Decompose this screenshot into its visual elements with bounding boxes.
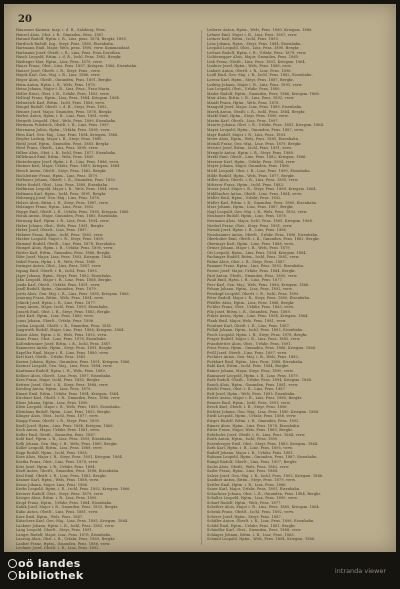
- directory-entry: Hermann Friedrich, Obstlt. i. R., Linz, Pens. 1887.: [16, 123, 111, 128]
- directory-entry: Kapeller Emil, Major i. R., Linz, Pens. 1880, verw.: [16, 350, 110, 355]
- directory-entry: Kuhn Anton, Obstlt., Linz, Pens. 1881, verw.: [16, 509, 99, 514]
- directory-entry: Neubauer Rudolf, Hptm., Linz, Pens. 1878.: [207, 214, 288, 219]
- directory-entry: Pirker Anton, Hptm., Linz, Pens. 1894, Kriegsm. 1864.: [207, 314, 309, 319]
- directory-entry: Parzer Josef, Major, Urfahr, Pens. 1884, Bergkr.: [207, 268, 296, 273]
- directory-entry: Pilz Josef, Rittm. i. R., Gmunden, Pens. 1889.: [207, 309, 292, 314]
- directory-entry: Mader Rudolf, Hptm., Gmunden, Pens. 1886, Kriegsm. 1866.: [207, 91, 321, 96]
- directory-entry: Lorenz Karl, Hptm., Steyr, Pens. 1887, Bergkr.: [207, 78, 294, 83]
- directory-entry: Paul Anton, Obstlt., Gmunden, Pens. 1890, verw.: [207, 273, 298, 278]
- directory-entry: Heyder Ludwig, Major i. R., Steyr, Pens. 1880.: [16, 137, 103, 142]
- directory-entry: Hintner Karl, Major, Urfahr, Pens. 1889, Kriegsm. 1864.: [16, 164, 121, 169]
- directory-entry: Pröll Josef, Oberlt., Linz, Pens. 1897, verw.: [207, 350, 288, 355]
- directory-entry: Hummel Rudolf, Obstlt., Linz, Pens. 1878, Eisenbahn.: [16, 241, 117, 246]
- directory-entry: Kiesling Anton, Hptm., Linz, Pens. 1879.: [16, 387, 92, 392]
- directory-entry: Jordan Leopold, Obstlt. i. R., Gmunden, Pens. 1881.: [16, 323, 113, 328]
- directory-entry: Hergeth Leopold, Obst., Wels, Pens. 1899, Eisenbahn.: [16, 118, 117, 123]
- directory-entry: Rieger Rudolf, Rittm. i. R., Gmunden, Pens. 1892.: [207, 419, 300, 424]
- directory-entry: Hauser Josef, Oberlt. i. R., Steyr, Pens., verw.: [16, 68, 101, 73]
- directory-entry: Messner Karl, Hptm., Urfahr, Pens. 1894, verw.: [207, 159, 296, 164]
- directory-entry: Kettner Josef, Obst. i. R., Steyr, Pens. 1888, verw.: [16, 382, 109, 387]
- library-logo[interactable]: [8, 558, 98, 586]
- directory-entry: Reichl Franz, Obst. i. R., Linz, Pens. 1887.: [207, 387, 287, 392]
- directory-entry: Nussbaumer Anton, Oberlt., Urfahr, Pens. 1896, Eisenbahn.: [207, 232, 319, 237]
- directory-entry: Kolb Johann, Gen.-Maj. i. R., Wels, Pens. 1880, Bergkr.: [16, 441, 118, 446]
- directory-entry: Obermayr Karl, Hptm., Linz, Pens. 1888, verw.: [207, 241, 295, 246]
- directory-entry: Hofmann Karl, Hptm., Ischl, Pens. 1891, Bergkr.: [16, 191, 107, 196]
- directory-entry: Huber Josef, Oberlt., Linz, Pens. 1897.: [16, 228, 88, 233]
- directory-entry: Lederer Anton, Hptm., Wels, Pens. 1880, Kriegsm. 1866.: [207, 28, 313, 32]
- directory-entry: Meindl Franz, Gen.-Maj., Linz, Pens. 1879, Bergkr.: [207, 141, 302, 146]
- directory-entry: Kraft Anton, Oberlt., Gmunden, Pens. 1896, Eisenbahn.: [16, 469, 120, 474]
- directory-entry: Rohrhofer Josef, Obstlt. i. R., Linz, Pens. 1884, verw.: [207, 432, 306, 437]
- directory-entry: Koller Leopold, Rittm., Linz, Pens. 1889, verw.: [16, 446, 103, 451]
- directory-entry: Leopold Leopold, Obst., Linz, Pens. 1890, Bergkr.: [207, 46, 300, 51]
- directory-entry: Lindner Josef, Hptm., Wels, Pens. 1888, verw.: [207, 64, 293, 69]
- directory-entry: Kaltenbrunner Josef, Rittm. i. R., Ischl, Pens. 1887.: [16, 341, 112, 346]
- directory-entry: Mandl Franz, Hptm., Wels, Pens. 1878.: [207, 100, 280, 105]
- directory-entry: Schmid Leopold, Hptm., Wels, Pens. 1894, Kriegsm. 1866.: [207, 537, 316, 542]
- directory-entry: Harand Rudolf, Hptm. i. R., Linz, pens. 1874, Bergkr. 1895.: [16, 37, 128, 42]
- directory-entry: Mengele Anton, Hptm. i. R., Steyr, Pens. 1888.: [207, 150, 295, 155]
- viewer-footer: [0, 552, 400, 589]
- directory-entry: Karner Johann, Hptm., Gmunden, Pens. 1891, Kriegsm. 1866.: [16, 359, 131, 364]
- directory-entry: Ludwig Johann, Major i. R., Linz, Pens. 1893, verw.: [207, 82, 303, 87]
- directory-entry: Horak Anton, Major, Gmunden, Pens. 1885, Eisenbahn.: [16, 214, 119, 219]
- directory-entry: Hauer Franz, Obst., Linz, Pens. 1897, Kriegsm. 1866, Eisenbahn.: [16, 64, 138, 69]
- directory-entry: Niederl Franz, Obst., Steyr, Pens. 1891, verw.: [207, 223, 293, 228]
- directory-entry: Hartmann Emil, Major, Wels, pens. 1890, verw. Kommandant.: [16, 46, 131, 51]
- directory-entry: Jelinek Josef, Hptm. i. R., Linz, Pens. 1877.: [16, 300, 97, 305]
- directory-entry: Karl Karl, Obstlt., Urfahr, Pens. 1885.: [16, 355, 87, 360]
- directory-entry: Lux Leopold, Obst., Urfahr, Pens. 1880.: [207, 87, 281, 92]
- directory-entry: Pointner Karl, Obstlt. i. R., Linz, Pens. 1887.: [207, 323, 291, 328]
- directory-entry: Pammer Franz, Hptm., Linz, Pens. 1893, Eisenbahn.: [207, 264, 305, 269]
- directory-entry: Meister Josef, Rittm., Ischl, Pens. 1891, verw.: [207, 146, 293, 151]
- directory-entry: Palme Alois, Obst. i. R., Steyr, Pens. 1887.: [207, 259, 286, 264]
- directory-entry: Puchner Anton, Gen.-Maj. i. R., Wels, Pens. 1882.: [207, 355, 300, 360]
- directory-entry: Rath Rudolf, Obstlt., Urfahr, Pens. 1894, Kriegsm. 1864.: [207, 378, 313, 383]
- directory-entry: Haslinger Max, Hptm., Linz, Pens. 1879, verw.: [16, 59, 103, 64]
- directory-entry: Neumann Alois, Major, Ischl, Pens. 1885, Kriegsm. 1866.: [207, 218, 314, 223]
- directory-entry: Imhof Franz, Hptm. i. R., Wels, Pens. 1880.: [16, 259, 97, 264]
- directory-entry: Scherer Josef, Hptm., Steyr, Pens. 1887.: [207, 514, 283, 519]
- directory-entry: Krebs Leopold, Hptm. i. R., Ischl, Pens. 1892, Kriegsm. 1866.: [16, 487, 131, 492]
- directory-entry: Jandl Rudolf, Hptm., Gmunden, Pens. 1879.: [16, 287, 98, 292]
- directory-entry: Roth Karl, Hptm. i. R., Linz, Pens. 1895, verw.: [207, 446, 294, 451]
- directory-entry: Lettner Rudolf, Hptm. i. R., Urfahr, Pens. 1879, verw.: [207, 50, 307, 55]
- directory-entry: Klaus Johann, Hptm., Linz, Pens. 1890.: [16, 400, 89, 405]
- directory-entry: Pauli Emil, Hptm. i. R., Linz, Pens. 1877.: [207, 278, 284, 283]
- directory-entry: Resch Karl, Oberlt. i. R., Steyr, Pens. 1896.: [207, 405, 288, 410]
- directory-entry: Kraus Johann, Major, Linz, Pens. 1886.: [16, 482, 89, 487]
- left-column: [16, 28, 196, 551]
- directory-entry: Kotz Josef, Hptm. i. R., Urfahr, Pens. 1894.: [16, 464, 96, 469]
- directory-entry: Heller Ernst, Obst. i. R., Urfahr, Pens. 1893, verw.: [16, 91, 110, 96]
- directory-entry: Ramsauer Leopold, Hptm. i. R., Linz, Pens. 1879.: [207, 373, 299, 378]
- directory-entry: Loidl Emil, Gen.-Maj. i. R., Ischl, Pens. 1882, Eisenbahn.: [207, 73, 313, 78]
- directory-entry: Janda Karl, Obstlt., Urfahr, Pens. 1891, verw.: [16, 282, 101, 287]
- directory-entry: Kreuzer Rudolf, Obst., Steyr, Pens. 1879, verw.: [16, 491, 104, 496]
- directory-entry: Sailer Franz, Hptm., Linz, Pens. 1888.: [207, 469, 279, 474]
- directory-entry: Korn Alois, Major i. R., Steyr, Pens. 1891, Kriegsm. 1864.: [16, 455, 124, 460]
- directory-entry: Marek Anton, Obstlt. i. R., Ischl, Pens. 1884, Bergkr.: [207, 109, 306, 114]
- directory-entry: Mangold Josef, Major, Linz, Pens. 1889, Eisenbahn.: [207, 105, 303, 110]
- directory-entry: Jobst Karl, Hptm., Linz, Pens. 1889, verw.: [16, 314, 94, 319]
- directory-entry: Schindler Karl, Obst., Gmunden, Pens. 1888, verw.: [207, 528, 302, 533]
- directory-entry: Klein Leopold, Major i. R., Wels, Pens. 1883, Eisenbahn.: [16, 405, 121, 410]
- directory-entry: Jonas Johann, Oberlt., Urfahr, Pens. 1896.: [16, 319, 95, 323]
- directory-entry: Kral Emil, Obstlt. i. R., Linz, Pens. 1882, Bergkr.: [16, 473, 107, 478]
- directory-entry: Pichler Franz, Obst., Urfahr, Pens. 1883, verw.: [207, 305, 295, 310]
- directory-entry: Leitner Karl, Rittm., Ischl, Pens. 1893.: [207, 37, 280, 42]
- directory-entry: Pfeiffer Alois, Hptm., Linz, Pens. 1888, Bergkr.: [207, 300, 295, 305]
- directory-entry: Irgang Emil, Oberlt. i. R., Ischl, Pens. 1895.: [16, 268, 99, 273]
- directory-entry: Posch Leopold, Hptm. i. R., Steyr, Pens. 1878, Bergkr.: [207, 332, 308, 337]
- directory-entry: Hubmer Franz, Hptm., Ischl, Pens. 1883, verw.: [16, 232, 104, 237]
- directory-entry: Hengel Rudolf, Oberlt. i. d. R., Steyr, Pens. 1892.: [16, 105, 108, 110]
- directory-entry: Peham Johann, Hptm., Linz, Pens. 1892, verw.: [207, 287, 293, 292]
- directory-entry: Milde Rudolf, Hptm., Wels, Pens. 1877, Bergkr.: [207, 173, 295, 178]
- directory-entry: Knapp Franz, Oberlt. i. R., Steyr, Pens. 1895.: [16, 419, 101, 424]
- directory-entry: Sauer Karl, Major, Urfahr, Pens. 1891, Eisenbahn.: [207, 487, 301, 492]
- directory-entry: Peter Rudolf, Major i. R., Steyr, Pens. 1880, Eisenbahn.: [207, 296, 311, 301]
- directory-entry: Kaiser Alois, Hptm. i. R., Wels, Pens. 1892, verw.: [16, 332, 108, 337]
- directory-entry: Oberhuber Emil, Obstlt. i. R., Gmunden, Pens. 1882, Bergkr.: [207, 237, 320, 242]
- ring-icon: [8, 559, 17, 568]
- directory-entry: Hoffmann Leopold, Major i. R., Wels, Pens. 1884, verw.: [16, 187, 119, 192]
- directory-entry: Hoppe Emil, Obstlt. i. R., Urfahr, Pens. 1880, Kriegsm. 1866.: [16, 209, 130, 214]
- directory-entry: Lechner Josef, Obstlt. i. R., Linz, Pens. 1892.: [16, 546, 100, 551]
- directory-entry: Moser Josef, Major i. R., Steyr, Pens. 1889, Kriegsm. 1864.: [207, 187, 317, 192]
- directory-entry: Heim Anton, Hptm. i. R., Wels, Pens. 1878.: [16, 82, 97, 87]
- directory-entry: Ritter Franz, Major, Wels, Pens. 1889, Bergkr.: [207, 428, 293, 433]
- directory-entry: Scheiber Alois, Major i. R., Linz, Pens. 1885, Kriegsm. 1864.: [207, 505, 321, 510]
- directory-entry: Riedl Leopold, Hptm., Urfahr, Pens. 1886, verw.: [207, 414, 297, 419]
- logo-text-top: oö landes: [18, 557, 81, 570]
- directory-entry: Kubik Josef, Major i. R., Gmunden, Pens. 1893, Bergkr.: [16, 505, 119, 510]
- directory-entry: Hinterberger Josef, Hptm. i. R., Linz, Pens. 1886, verw.: [16, 159, 120, 164]
- directory-entry: Prandstetter Alois, Obst., Urfahr, Pens. 1891.: [207, 341, 292, 346]
- directory-entry: Michl Leopold, Obst. i. R., Linz, Pens. 1890, Eisenbahn.: [207, 168, 311, 173]
- directory-entry: Hardtsch Rudolf, Ing., Steyr, Pens. 1880, Eisenbahn.: [16, 41, 115, 46]
- directory-entry: Hornung Karl, Hptm. i. R., Linz, Pens. 1894, verw.: [16, 218, 110, 223]
- directory-entry: Koch Anton, Major, Urfahr, Pens. 1881, verw.: [16, 428, 101, 433]
- directory-entry: Holzer Alois, Rittm. i. R., Steyr, Pens. 1887, verw.: [16, 200, 109, 205]
- directory-entry: Hofer Rudolf, Obst., Linz, Pens. 1888, Eisenbahn.: [16, 182, 109, 187]
- directory-entry: Scharf Rudolf, Hptm., Wels, Pens. 1877.: [207, 500, 282, 505]
- directory-entry: Reiter Anton, Major i. R., Linz, Pens. 1885, Bergkr.: [207, 396, 303, 401]
- directory-entry: Kinast Emil, Rittm., Urfahr, Pens. 1894, Kriegsm. 1864.: [16, 391, 120, 396]
- directory-entry: Rosenberger Emil, Obst., Steyr, Pens. 1883, Kriegsm. 1864.: [207, 441, 319, 446]
- directory-entry: Jauernig Franz, Rittm., Wels, Pens. 1894, verw.: [16, 296, 105, 301]
- directory-entry: Hierl Franz, Oberlt., Linz, Pens. 1890, verw.: [16, 146, 99, 151]
- directory-entry: Rudolf Johann, Major i. R., Urfahr, Pens. 1881.: [207, 450, 295, 455]
- directory-entry: Meyer Johann, Major, Gmunden, Pens. 1886.: [207, 164, 291, 169]
- directory-entry: Schachner Johann, Obst. i. R., Gmunden, Pens. 1884, Bergkr.: [207, 491, 322, 496]
- right-column: [207, 28, 387, 542]
- directory-entry: Hasch Leopold, Rittm. i. d. R., Ischl, Pens. 1882, Bergkr.: [16, 55, 122, 60]
- directory-entry: Jaritz Alois, Gen.-Maj. i. R., Linz, Pens. 1885, Kriegsm. 1866.: [16, 291, 130, 296]
- directory-entry: Ruhsam Leopold, Hptm., Gmunden, Pens. 1887, Eisenbahn.: [207, 455, 318, 460]
- directory-entry: Kastner Leopold, Gen.-Maj., Linz, Pens. 1884, verw.: [16, 364, 113, 369]
- directory-entry: Herrmann Julius, Hptm., Urfahr, Pens. 1885, verw.: [16, 128, 111, 133]
- directory-entry: Mayer Leopold, Hptm., Gmunden, Pens. 1887, verw.: [207, 128, 305, 133]
- directory-entry: Hiebl Josef, Hptm., Gmunden, Pens. 1883, Bergkr.: [16, 141, 110, 146]
- directory-entry: Hueber Leopold, Major i. R., Steyr, Pens. 1889.: [16, 237, 105, 242]
- directory-entry: Kutschera Karl, Gen.-Maj., Linz, Pens. 1895, Kriegsm. 1864.: [16, 519, 129, 524]
- directory-entry: Lassnig Alois, Obst. i. R., Urfahr, Pens. 1889, Bergkr.: [16, 537, 116, 542]
- directory-entry: Hansel Alois, Obst. i. R., Gmunden, Pens. 1887.: [16, 32, 105, 37]
- directory-entry: Humpel Alois, Hptm. i. R., Urfahr, Pens. 1890, verw.: [16, 246, 114, 251]
- directory-entry: Heger Alois, Obstlt., Gmunden, Pens. 1891, Bergkr.: [16, 78, 113, 83]
- directory-entry: Schiffer Anton, Oberlt. i. R., Linz, Pens. 1896, Eisenbahn.: [207, 519, 315, 524]
- directory-entry: Nowak Josef, Hptm. i. R., Linz, Pens. 1886.: [207, 228, 288, 233]
- directory-entry: Kropf Franz, Hptm., Urfahr, Pens. 1884, Eisenbahn.: [16, 500, 113, 505]
- directory-entry: Pollak Johann, Hptm., Ischl, Pens. 1893, Eisenbahn.: [207, 328, 304, 333]
- directory-entry: Rinner Alois, Hptm., Linz, Pens. 1878, Eisenbahn.: [207, 423, 301, 428]
- directory-entry: Prager Rudolf, Major i. R., Linz, Pens. 1885, verw.: [207, 337, 301, 342]
- directory-entry: Ott Leopold, Hptm., Linz, Pens. 1894, Kriegsm. 1864.: [207, 250, 307, 255]
- directory-entry: Pachinger Rudolf, Rittm., Ischl, Pens. 1881, verw.: [207, 255, 300, 260]
- directory-entry: Miller Alois, Oberlt. i. R., Linz, Pens. 1895, verw.: [207, 178, 299, 183]
- directory-entry: Purkhart Emil, Hptm., Linz, Pens. 1888, Eisenbahn.: [207, 359, 304, 364]
- directory-entry: Hilber Alois, Obst. i. R., Ischl, Pens. 1877, Eisenbahn.: [16, 150, 117, 155]
- directory-entry: Merkl Emil, Obstlt., Linz, Pens. 1882, Kriegsm. 1866.: [207, 155, 307, 160]
- directory-entry: Hofbauer Johann, Oberlt. i. R., Gmunden, Pens. 1893.: [16, 178, 117, 183]
- page-number: 20: [18, 14, 32, 25]
- directory-entry: Kammerer Anton, Hptm., Steyr, Pens. 1893, Bergkr.: [16, 346, 113, 351]
- directory-entry: Reif Josef, Hptm., Wels, Pens. 1893, Eisenbahn.: [207, 391, 296, 396]
- directory-entry: Jäger Johann, Hptm., Steyr, Pens. 1882, Eisenbahn.: [16, 273, 112, 278]
- directory-entry: Hayek Karl, Gen.-Maj. i. R., Linz, 1886, verw.: [16, 73, 101, 78]
- directory-entry: Hartmann Josef, Obstlt. i. R., Linz, Pens. Frau Dorothea.: [16, 50, 122, 55]
- directory-entry: Heinz Johann, Major i. R., Linz, Pens., Frau Maria.: [16, 87, 111, 92]
- directory-entry: Prinz Franz, Hptm., Gmunden, Pens. 1886, Kriegsm. 1866.: [207, 346, 317, 351]
- directory-entry: Jirasek Emil, Obst. i. R., Steyr, Pens. 1883, Bergkr.: [16, 309, 111, 314]
- directory-entry: Mühlbacher Anton, Obstlt., Linz, Pens. 1884, verw.: [207, 191, 303, 196]
- directory-entry: Schild Emil, Hptm., Urfahr, Pens. 1881, Bergkr.: [207, 523, 296, 528]
- directory-entry: Kleinhans Rudolf, Hptm., Linz, Pens. 1892, Bergkr.: [16, 409, 111, 414]
- directory-entry: Murr Johann, Hptm., Linz, Pens. 1887, Bergkr.: [207, 205, 294, 210]
- directory-entry: Sattler Emil, Hptm. i. R., Linz, Pens. 1886.: [207, 482, 287, 487]
- directory-entry: Kellner Alois, Oberlt., Linz, Pens. 1897, Eisenbahn.: [16, 373, 112, 378]
- directory-entry: Lauber Franz, Hptm., Gmunden, Pens. 1886, verw.: [16, 541, 111, 546]
- scanned-page: [4, 4, 396, 552]
- directory-entry: Haunsner Kasimir, Insp. i. d. R., Salzburg, Pens.: [16, 28, 107, 32]
- directory-entry: Sachs Alois, Obstlt., Wels, Pens. 1882, verw.: [207, 464, 290, 469]
- directory-entry: Martin Karl, Oberlt., Linz, Pens. 1897.: [207, 118, 279, 123]
- directory-entry: Jenny Anton, Major, Ischl, Pens. 1890, Eisenbahn.: [16, 305, 109, 310]
- directory-entry: Henner Josef, Major, Gmunden, Pens. 1876, Bergkr.: [16, 109, 113, 114]
- directory-entry: Huber Johann, Obst., Wels, Pens. 1881, Bergkr.: [16, 223, 105, 228]
- directory-entry: Kainz Franz, Obst., Linz, Pens. 1878, Eisenbahn.: [16, 337, 107, 342]
- directory-entry: Lehner Emil, Major i. R., Linz, Pens. 1887, verw.: [207, 32, 298, 37]
- directory-entry: Hohenegg Josef, Gen.-Maj., Linz, Pens. 1876.: [16, 196, 101, 201]
- directory-entry: Mitterer Franz, Hptm., Ischl, Pens. 1883.: [207, 182, 285, 187]
- directory-entry: Markl Emil, Hptm., Steyr, Pens. 1890, verw.: [207, 114, 289, 119]
- directory-entry: Kaufmann Rudolf, Hptm. i. R., Wels, Pens. 1889.: [16, 369, 107, 374]
- directory-entry: Kopp Rudolf, Hptm., Ischl, Pens. 1885.: [16, 450, 89, 455]
- directory-entry: Sandner Anton, Rittm., Steyr, Pens. 1879, verw.: [207, 478, 296, 483]
- directory-entry: Richter Johann, Gen.-Maj., Linz, Pens. 1880, Kriegsm. 1866.: [207, 409, 320, 414]
- directory-entry: Müller Karl, Rittm. i. R., Gmunden, Pens. 1880, Eisenbahn.: [207, 200, 318, 205]
- directory-entry: Salzer Josef, Gen.-Maj. i. R., Ischl, Pens. 1893, Kriegsm. 1866.: [207, 473, 324, 478]
- directory-entry: Herbst Anton, Hptm. i. R., Linz, Pens. 1881, verw.: [16, 114, 110, 119]
- directory-entry: Rauch Alois, Hptm., Gmunden, Pens. 1881, verw.: [207, 382, 299, 387]
- directory-entry: Ibler Josef, Major, Linz, Pens. 1893, Kriegsm. 1864.: [16, 255, 113, 260]
- directory-entry: Knoll Josef, Hptm., Linz, Pens. 1888, Kriegsm. 1866.: [16, 423, 114, 428]
- directory-entry: Krieger Alois, Rittm. i. R., Linz, Pens. 1890.: [16, 496, 98, 501]
- directory-entry: Plank Emil, Major, Wels, Pens. 1881, verw.: [207, 319, 287, 323]
- directory-entry: Schaller Leopold, Hptm., Linz, Pens. 1890, verw.: [207, 496, 298, 501]
- directory-entry: Kramer Karl, Hptm., Wels, Pens. 1888, verw.: [16, 478, 100, 483]
- directory-entry: Kern Franz, Major, Ischl, Pens. 1882, Bergkr.: [16, 378, 101, 383]
- directory-entry: Inzinger Anton, Obst., Linz, Pens. 1887, verw.: [16, 264, 102, 269]
- directory-entry: Lieb Franz, Obstlt., Linz, Pens. 1891, Kriegsm. 1864.: [207, 59, 307, 64]
- directory-entry: Schlager Johann, Rittm. i. R., Linz, Pens. 1883.: [207, 532, 295, 537]
- directory-entry: Renner Emil, Hptm., Ischl, Pens. 1891, verw.: [207, 400, 291, 405]
- directory-entry: Lang Leopold, Oberlt., Steyr, Pens. 1891.: [16, 528, 93, 533]
- directory-entry: Mair Alois, Rittm. i. R., Linz, Pens. 1892, verw.: [207, 96, 295, 101]
- directory-entry: Hillebrand Emil, Rittm., Wels, Pens. 1895.: [16, 155, 95, 160]
- directory-entry: Meier Alois, Hptm., Wels, Pens. 1885, Eisenbahn.: [207, 137, 300, 142]
- logo-line-bottom: [8, 570, 98, 582]
- directory-entry: Schenk Franz, Obstlt., Ischl, Pens. 1892, verw.: [207, 509, 295, 514]
- directory-entry: Langer Rudolf, Major, Linz, Pens. 1878, Eisenbahn.: [16, 532, 112, 537]
- directory-entry: Kofler Emil, Obstlt., Gmunden, Pens. 1887.: [16, 432, 97, 437]
- directory-entry: Peer Karl, Gen.-Maj., Wels, Pens. 1886, Kriegsm. 1866.: [207, 282, 310, 287]
- directory-entry: Lenz Johann, Hptm., Steyr, Pens. 1884, Eisenbahn.: [207, 41, 302, 46]
- directory-entry: Helmreich Karl, Rittm., Ischl, Pens. 1888, verw.: [16, 100, 106, 105]
- directory-entry: Rumpl Rudolf, Oberlt., Linz, Pens. 1897, Bergkr.: [207, 459, 298, 464]
- directory-entry: Jungwirth Rudolf, Major, Linz, Pens. 1886, Kriegsm. 1864.: [16, 328, 125, 333]
- directory-entry: Jahn Leopold, Major i. R., Linz, Pens. 1888, Bergkr.: [16, 278, 112, 283]
- directory-entry: Roith Anton, Hptm., Ischl, Pens. 1890.: [207, 437, 279, 442]
- viewer-label: intranda viewer: [334, 567, 386, 575]
- directory-entry: Lackner Johann, Hptm. i. R., Ischl, Pens. 1883, verw.: [16, 523, 115, 528]
- directory-entry: Klinger Alois, Obst., Ischl, Pens. 1877, verw.: [16, 414, 100, 419]
- directory-entry: Kostka Franz, Obst., Linz, Pens. 1878, verw.: [16, 459, 99, 464]
- directory-entry: Lichtenegger Alois, Major, Gmunden, Pens. 1885.: [207, 55, 300, 60]
- directory-entry: Rabl Karl, Rittm., Ischl, Pens. 1884, Bergkr.: [207, 364, 290, 369]
- directory-entry: Hellrigl Franz, Hptm., Linz, Pens. 1884, Kriegsm. 1864.: [16, 96, 121, 101]
- column-divider: [201, 30, 202, 545]
- directory-entry: Nagl Leopold, Gen.-Maj. i. R., Wels, Pens. 1893, verw.: [207, 209, 308, 214]
- directory-entry: Kohl Karl, Hptm. i. R., Linz, Pens. 1893, Eisenbahn.: [16, 437, 113, 442]
- directory-entry: Hirsch Anton, Obstlt., Steyr, Pens. 1882, Bergkr.: [16, 168, 107, 173]
- directory-entry: Hochleitner Franz, Hptm., Linz, Pens. 1879.: [16, 173, 99, 178]
- directory-entry: Müller Emil, Hptm., Urfahr, Pens. 1892.: [207, 196, 282, 201]
- directory-entry: Maurer Johann, Obst. i. R., Urfahr, Pens. 1881, Kriegsm. 1864.: [207, 123, 325, 128]
- directory-entry: Holzinger Franz, Hptm., Linz, Pens. 1892.: [16, 205, 95, 210]
- directory-entry: Ortner Johann, Major i. R., Wels, Pens. 1879.: [207, 246, 291, 251]
- directory-entry: Hess Karl, Gen.-Maj., Linz, Pens. 1894, Kriegsm. 1866.: [16, 132, 119, 137]
- directory-entry: Kurz Emil, Hptm., Wels, Pens. 1887.: [16, 514, 84, 519]
- directory-entry: Linhart Anton, Oberlt. i. R., Linz, Pens. 1896.: [207, 68, 292, 73]
- directory-entry: Hutter Karl, Rittm., Gmunden, Pens. 1886, Bergkr.: [16, 250, 111, 255]
- directory-entry: Pernkopf Leopold, Oberlt. i. R., Ischl, Pens. 1895.: [207, 291, 300, 296]
- ring-icon: [8, 571, 17, 580]
- directory-entry: Rainer Johann, Major, Steyr, Pens. 1890, verw.: [207, 369, 294, 374]
- directory-entry: Kirchner Karl, Obstlt. i. R., Gmunden, Pens. 1886, verw.: [16, 396, 121, 401]
- logo-text-bottom: bibliothek: [18, 569, 84, 582]
- directory-entry: Mayr Rudolf, Major i. R., Linz, Pens. 1893.: [207, 132, 287, 137]
